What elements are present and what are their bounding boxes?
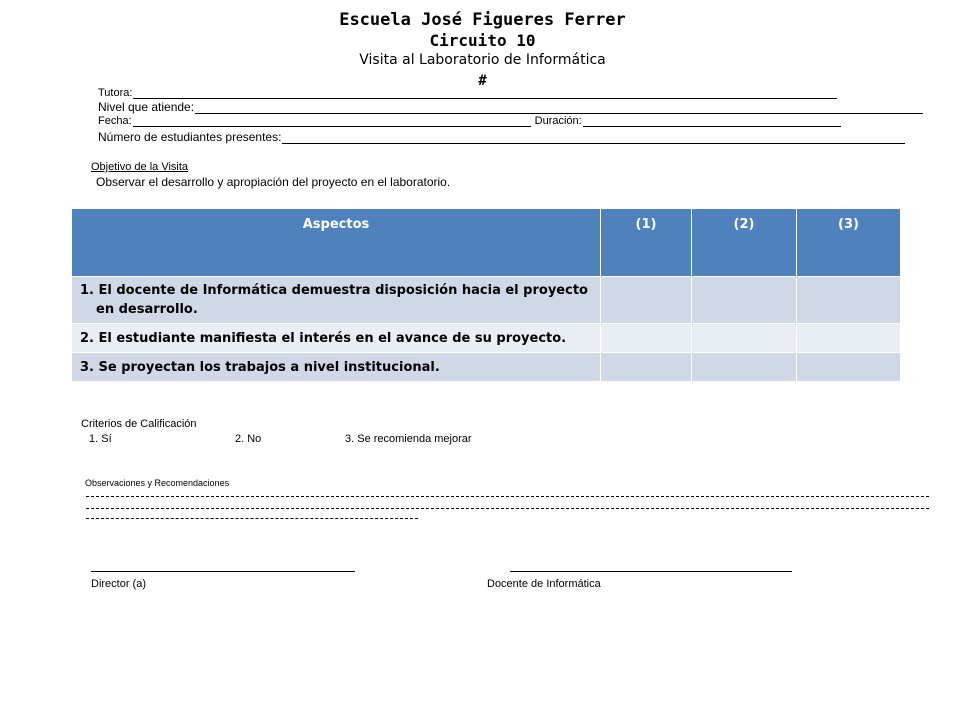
score-cell-3[interactable] <box>797 324 901 353</box>
tutora-field[interactable] <box>98 87 837 99</box>
criteria-heading: Criterios de Calificación <box>81 418 197 430</box>
table-row <box>72 353 901 382</box>
header-3: (3) <box>797 209 901 277</box>
tutora-line[interactable] <box>133 89 837 99</box>
score-cell-2[interactable] <box>692 324 797 353</box>
circuit-title: Circuito 10 <box>429 31 536 50</box>
observations-heading: Observaciones y Recomendaciones <box>85 478 230 488</box>
nivel-line[interactable] <box>195 104 923 114</box>
duracion-line[interactable] <box>583 117 841 127</box>
criteria-item-mejorar: 3. Se recomienda mejorar <box>345 433 472 445</box>
nivel-field[interactable] <box>98 100 923 114</box>
fecha-line[interactable] <box>133 117 531 127</box>
score-cell-1[interactable] <box>601 277 692 324</box>
observations-line-1[interactable] <box>86 496 929 497</box>
visit-title: Visita al Laboratorio de Informática <box>359 52 606 68</box>
duracion-label: Duración: <box>534 115 582 127</box>
school-name: Escuela José Figueres Ferrer <box>339 10 626 30</box>
table-header-row <box>72 209 901 277</box>
form-number: # <box>478 73 487 89</box>
director-label: Director (a) <box>91 578 147 590</box>
aspect-cell <box>72 277 601 324</box>
tutora-label: Tutora: <box>98 87 133 99</box>
estudiantes-label: Número de estudiantes presentes: <box>98 130 282 144</box>
aspect-cell: 2. El estudiante manifiesta el interés en el avance de su proyecto. <box>72 324 601 353</box>
header-1: (1) <box>601 209 692 277</box>
table-row <box>72 277 901 324</box>
criteria-item-si: 1. Sí <box>89 433 112 445</box>
score-cell-3[interactable] <box>797 353 901 382</box>
aspect-text: 1. El docente de Informática demuestra disposición hacia el proyecto en desarrollo. <box>80 283 588 317</box>
observations-line-3[interactable] <box>86 518 418 519</box>
aspect-cell: 3. Se proyectan los trabajos a nivel institucional. <box>72 353 601 382</box>
score-cell-2[interactable] <box>692 277 797 324</box>
teacher-label: Docente de Informática <box>487 578 601 590</box>
score-cell-1[interactable] <box>601 353 692 382</box>
criteria-item-no: 2. No <box>235 433 262 445</box>
estudiantes-line[interactable] <box>282 134 905 144</box>
fecha-field[interactable] <box>98 115 841 127</box>
score-cell-2[interactable] <box>692 353 797 382</box>
score-cell-3[interactable] <box>797 277 901 324</box>
observations-line-2[interactable] <box>86 508 929 509</box>
teacher-signature-line[interactable] <box>510 571 792 572</box>
score-cell-1[interactable] <box>601 324 692 353</box>
header-aspectos: Aspectos <box>72 209 601 277</box>
table-row <box>72 324 901 353</box>
objective-text: Observar el desarrollo y apropiación del proyecto en el laboratorio. <box>96 175 451 189</box>
fecha-label: Fecha: <box>98 115 132 127</box>
header-2: (2) <box>692 209 797 277</box>
nivel-label: Nivel que atiende: <box>98 100 195 114</box>
director-signature-line[interactable] <box>91 571 355 572</box>
objective-heading: Objetivo de la Visita <box>91 161 189 173</box>
estudiantes-field[interactable] <box>98 130 905 144</box>
aspects-table <box>71 208 901 382</box>
